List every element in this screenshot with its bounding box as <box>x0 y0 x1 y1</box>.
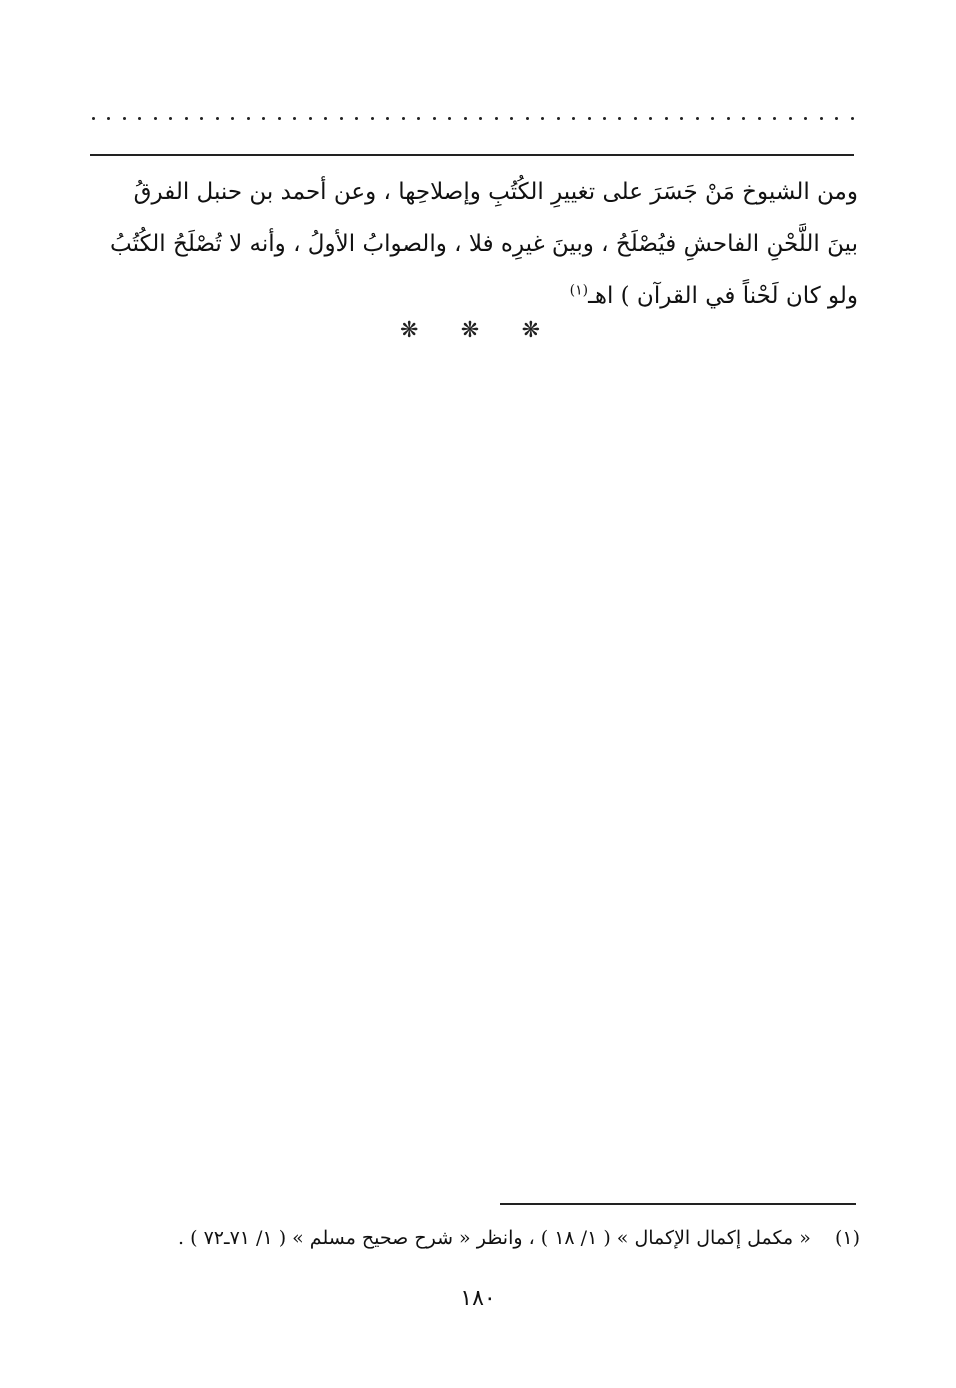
asterisk-icon: ❋ <box>400 318 419 343</box>
dot <box>634 117 637 120</box>
dot <box>309 117 312 120</box>
dot <box>262 117 265 120</box>
dot <box>665 117 668 120</box>
dot <box>293 117 296 120</box>
dot <box>169 117 172 120</box>
dot <box>371 117 374 120</box>
dot <box>789 117 792 120</box>
dot <box>200 117 203 120</box>
dot <box>557 117 560 120</box>
main-text-line-2: بينَ اللَّحْنِ الفاحشِ فيُصْلَحُ ، وبينَ غيرِه فلا ، والصوابُ الأولُ ، وأنه لا تُصْلَحُ الكُتُبُ <box>110 231 858 257</box>
dot <box>711 117 714 120</box>
dot <box>618 117 621 120</box>
dot <box>448 117 451 120</box>
dot <box>185 117 188 120</box>
dot <box>758 117 761 120</box>
dot <box>851 117 854 120</box>
dot <box>572 117 575 120</box>
dot <box>510 117 513 120</box>
dot <box>324 117 327 120</box>
dot <box>680 117 683 120</box>
dot <box>541 117 544 120</box>
dot <box>649 117 652 120</box>
dot <box>464 117 467 120</box>
dot <box>804 117 807 120</box>
main-text-line-3 <box>86 270 858 322</box>
dot <box>433 117 436 120</box>
main-text <box>86 166 858 322</box>
dot <box>92 117 95 120</box>
dot <box>216 117 219 120</box>
page-number: ١٨٠ <box>460 1286 496 1311</box>
footnote-rule <box>500 1203 856 1205</box>
footnote <box>120 1222 860 1254</box>
dot <box>727 117 730 120</box>
dot <box>495 117 498 120</box>
dot <box>355 117 358 120</box>
dot <box>835 117 838 120</box>
main-text-line-3-text: ولو كان لَحْناً في القرآن ) اهـ <box>588 283 858 309</box>
asterisk-icon: ❋ <box>460 318 480 343</box>
dotted-header-rule <box>92 108 854 128</box>
dot <box>417 117 420 120</box>
dot <box>402 117 405 120</box>
dot <box>526 117 529 120</box>
asterisk-icon: ❋ <box>521 318 540 343</box>
dot <box>820 117 823 120</box>
footnote-number: (١) <box>834 1227 860 1249</box>
header-rule <box>90 154 854 156</box>
dot <box>123 117 126 120</box>
main-text-line-1: ومن الشيوخ مَنْ جَسَرَ على تغييرِ الكُتُبِ وإصلاحِها ، وعن أحمد بن حنبل الفرقُ <box>133 179 858 205</box>
section-separator <box>400 318 540 343</box>
dot <box>588 117 591 120</box>
dot <box>138 117 141 120</box>
dot <box>386 117 389 120</box>
dot <box>479 117 482 120</box>
dot <box>154 117 157 120</box>
footnote-text: « مكمل إكمال الإكمال » ( ١/ ١٨ ) ، وانظر « شرح صحيح مسلم » ( ١/ ٧١ـ٧٢ ) . <box>178 1227 811 1249</box>
dot <box>603 117 606 120</box>
dot <box>247 117 250 120</box>
dot <box>278 117 281 120</box>
footnote-reference[interactable]: (١) <box>569 282 589 299</box>
dot <box>696 117 699 120</box>
dot <box>340 117 343 120</box>
dot <box>107 117 110 120</box>
dot <box>773 117 776 120</box>
dot <box>742 117 745 120</box>
dot <box>231 117 234 120</box>
